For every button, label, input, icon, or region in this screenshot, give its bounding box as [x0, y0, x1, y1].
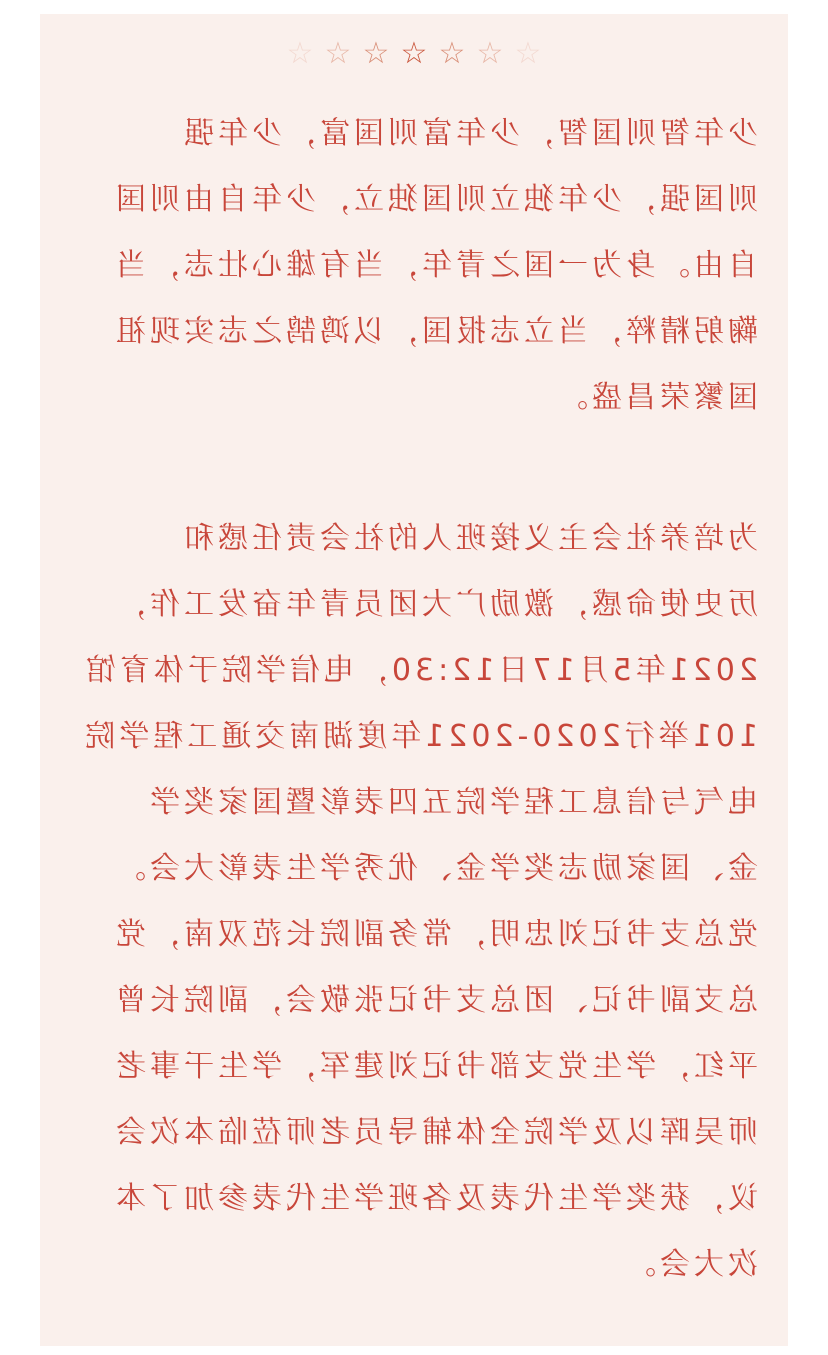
paragraph-1-line-1: 少年智则国智，少年富则国富，少年强 [180, 116, 758, 151]
star-icon: ☆ [438, 36, 466, 71]
paragraph-2-line-1: 为培养社会主义接班人的社会责任感和 [180, 521, 758, 556]
star-icon: ☆ [324, 36, 352, 71]
article-body [40, 14, 788, 1346]
star-icon: ☆ [286, 36, 314, 71]
paragraph-2-line-5: 电气与信息工程学院五四表彰暨国家奖学 [146, 785, 758, 820]
article-card [40, 14, 788, 1346]
paragraph-2-line-10: 师吴晖以及学院全体辅导员老师莅临本次会 [112, 1115, 758, 1150]
paragraph-2-line-2: 历史使命感，激励广大团员青年奋发工作， [112, 587, 758, 622]
paragraph-1-line-2: 则国强，少年独立则国独立，少年自由则国 [112, 182, 758, 217]
star-icon: ☆ [362, 36, 390, 71]
paragraph-1-line-4: 鞠躬精粹，当立志报国，以鸿鹄之志实现祖 [112, 314, 758, 349]
paragraph-2-line-7: 党总支书记刘忠明，常务副院长范双南，党 [112, 917, 758, 952]
paragraph-1-line-5: 国繁荣昌盛。 [554, 380, 758, 415]
star-icon: ☆ [400, 36, 428, 71]
paragraph-2-line-6: 金、国家励志奖学金、优秀学生表彰大会。 [112, 851, 758, 886]
star-icon: ☆ [476, 36, 504, 71]
paragraph-2-line-3: 2021年5月17日12:30，电信学院于体育馆 [81, 653, 758, 688]
paragraph-2-line-9: 平红，学生党支部书记刘建军，学生干事老 [112, 1049, 758, 1084]
paragraph-2-line-4: 101举行2020-2021年度湖南交通工程学院 [81, 719, 758, 754]
paragraph-2-line-12: 次大会。 [622, 1247, 758, 1282]
paragraph-1-line-3: 自由。身为一国之青年，当有雄心壮志，当 [112, 248, 758, 283]
paragraph-2-line-8: 总支副书记、团总支书记张敬会，副院长曾 [112, 983, 758, 1018]
star-icon: ☆ [514, 36, 542, 71]
paragraph-2-line-11: 议，获奖学生代表及各班学生代表参加了本 [112, 1181, 758, 1216]
